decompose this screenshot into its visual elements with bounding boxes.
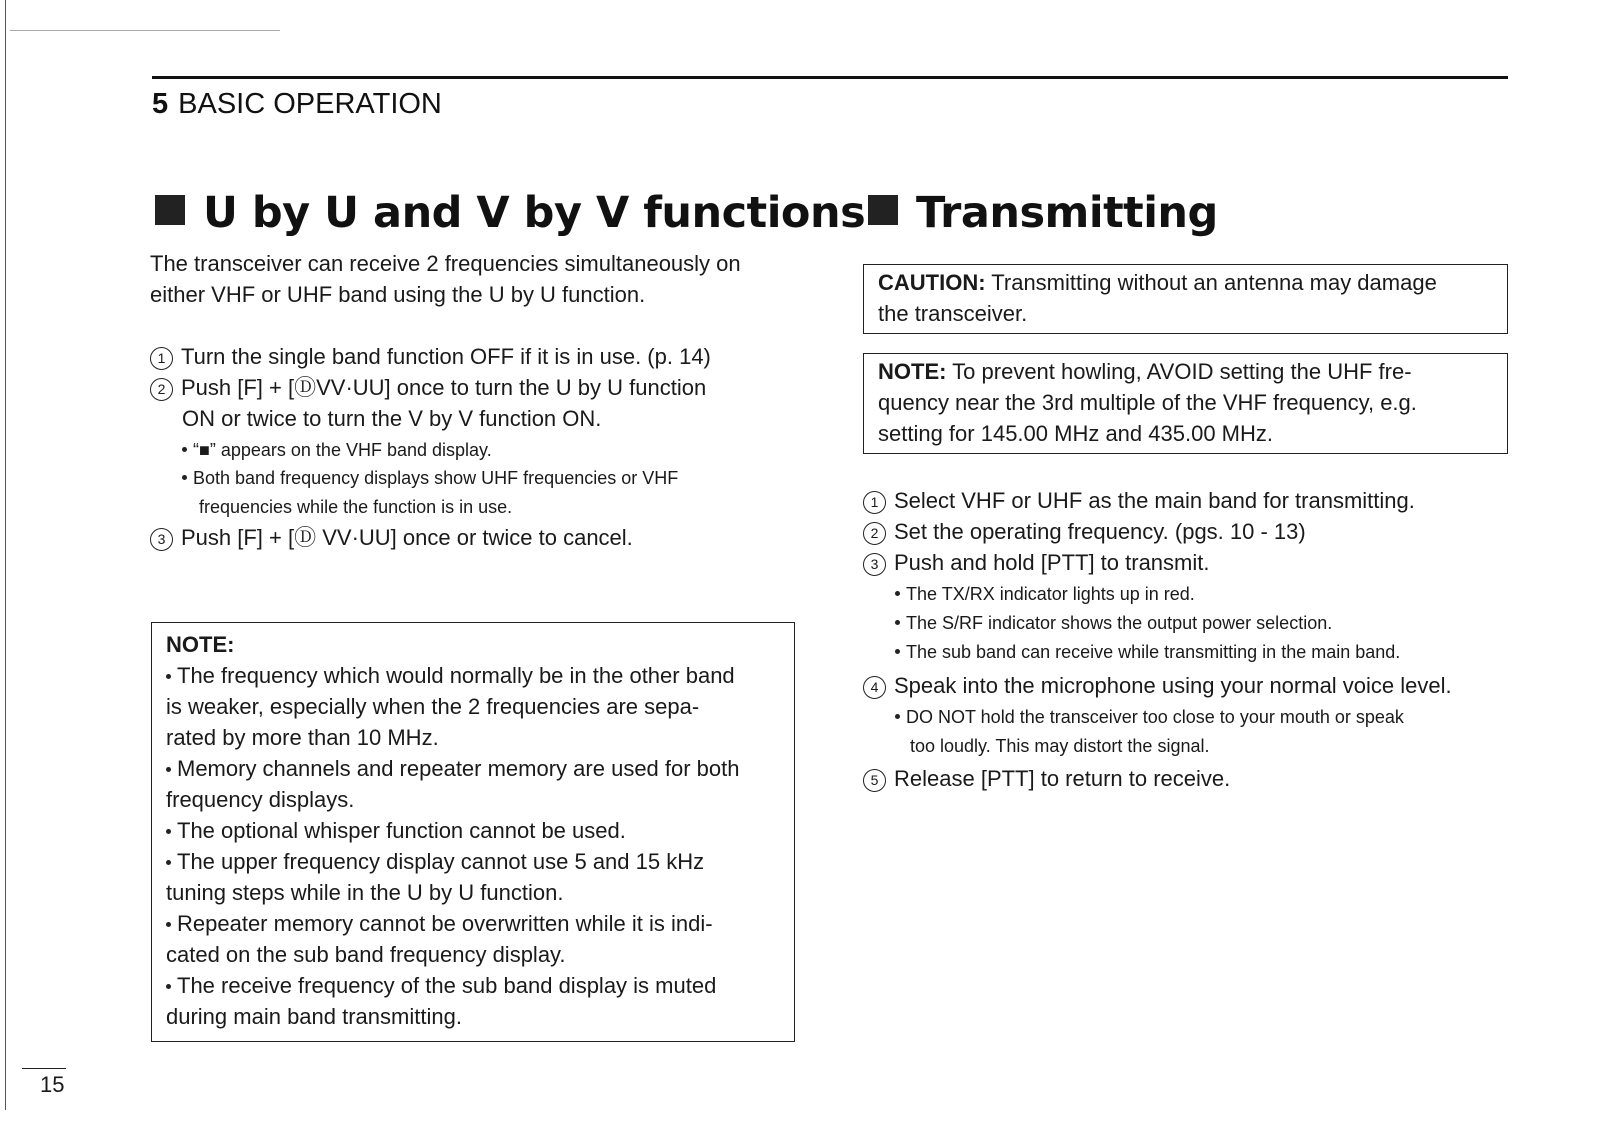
- caution-box: [863, 264, 1508, 334]
- step-number-icon: 2: [150, 378, 173, 401]
- note-item: [166, 908, 780, 939]
- right-step-2: [863, 516, 1306, 547]
- right-step-1: [863, 485, 1415, 516]
- bullet-text: The S/RF indicator shows the output power selection.: [906, 613, 1333, 633]
- scan-top-line: [10, 30, 280, 31]
- section-square-icon: [868, 195, 898, 225]
- step-text: Set the operating frequency. (pgs. 10 - 13): [894, 519, 1306, 544]
- caution-line: [878, 267, 1493, 298]
- note-text: Repeater memory cannot be overwritten while it is indi-: [177, 911, 713, 936]
- left-step-3: [150, 522, 633, 553]
- note-item: [166, 753, 780, 784]
- step-number-icon: 3: [150, 528, 173, 551]
- section-title-text: U by U and V by V functions: [203, 188, 866, 238]
- note-item: [166, 660, 780, 691]
- step-text: Push [F] + [Ⓓ VV·UU] once or twice to cancel.: [181, 525, 633, 550]
- note-text: tuning steps while in the U by U function.: [166, 880, 564, 905]
- bullet-icon: [166, 984, 171, 989]
- bullet-icon: [166, 829, 171, 834]
- note-text: frequency displays.: [166, 787, 355, 812]
- note-label: NOTE:: [878, 359, 947, 384]
- section-title-transmitting: [868, 188, 1218, 238]
- bullet-icon: [895, 649, 900, 654]
- caution-label: CAUTION:: [878, 270, 986, 295]
- step-number-icon: 5: [863, 769, 886, 792]
- note-text: setting for 145.00 MHz and 435.00 MHz.: [878, 421, 1273, 446]
- note-text: quency near the 3rd multiple of the VHF frequency, e.g.: [878, 390, 1417, 415]
- right-step3-bullet: [895, 609, 1332, 638]
- section-title-u-by-u: [155, 188, 865, 238]
- chapter-heading: [152, 88, 442, 121]
- step-number-icon: 4: [863, 676, 886, 699]
- note-item: [166, 970, 780, 1001]
- step-text: Select VHF or UHF as the main band for transmitting.: [894, 488, 1415, 513]
- step-text: Push [F] + [ⒹVV·UU] once to turn the U by U function: [181, 375, 707, 400]
- note-header: NOTE:: [166, 632, 235, 657]
- note-text: is weaker, especially when the 2 frequencies are sepa-: [166, 694, 700, 719]
- caution-text: Transmitting without an antenna may damage: [991, 270, 1437, 295]
- bullet-icon: [166, 767, 171, 772]
- bullet-text: The sub band can receive while transmitting in the main band.: [906, 642, 1401, 662]
- bullet-text: Both band frequency displays show UHF frequencies or VHF: [193, 468, 679, 488]
- bullet-icon: [182, 447, 187, 452]
- step-number-icon: 1: [150, 347, 173, 370]
- note-text: Memory channels and repeater memory are used for both: [177, 756, 740, 781]
- step-text: Push and hold [PTT] to transmit.: [894, 550, 1210, 575]
- step-number-icon: 3: [863, 553, 886, 576]
- note-text: during main band transmitting.: [166, 1004, 462, 1029]
- bullet-icon: [895, 714, 900, 719]
- note-text: cated on the sub band frequency display.: [166, 942, 566, 967]
- bullet-icon: [166, 922, 171, 927]
- right-step-4: [863, 670, 1452, 701]
- note-text: To prevent howling, AVOID setting the UHF fre-: [952, 359, 1412, 384]
- bullet-text: DO NOT hold the transceiver too close to your mouth or speak: [906, 707, 1404, 727]
- caution-text: the transceiver.: [878, 301, 1028, 326]
- bullet-icon: [166, 860, 171, 865]
- right-step-3: [863, 547, 1209, 578]
- right-step4-bullet: [895, 703, 1404, 732]
- bullet-text: “■” appears on the VHF band display.: [193, 440, 492, 460]
- step-number-icon: 2: [863, 522, 886, 545]
- left-step2-bullet: [182, 464, 678, 493]
- note-text: The upper frequency display cannot use 5 and 15 kHz: [177, 849, 705, 874]
- step-text-continued: ON or twice to turn the V by V function ON.: [182, 406, 602, 431]
- note-line: [878, 356, 1493, 387]
- page-number-rule: [22, 1068, 66, 1069]
- bullet-icon: [182, 475, 187, 480]
- left-step-2: [150, 372, 706, 434]
- right-note-box: [863, 353, 1508, 454]
- note-text: The frequency which would normally be in the other band: [177, 663, 735, 688]
- chapter-number: 5: [152, 88, 169, 120]
- chapter-title: BASIC OPERATION: [178, 88, 442, 120]
- section-square-icon: [155, 195, 185, 225]
- left-note-box: [151, 622, 795, 1042]
- note-text: The receive frequency of the sub band display is muted: [177, 973, 717, 998]
- section-title-text: Transmitting: [916, 188, 1218, 238]
- step-number-icon: 1: [863, 491, 886, 514]
- bullet-text: The TX/RX indicator lights up in red.: [906, 584, 1195, 604]
- note-item: [166, 815, 780, 846]
- right-step4-bullet-cont: too loudly. This may distort the signal.: [910, 736, 1210, 756]
- note-text: The optional whisper function cannot be used.: [177, 818, 626, 843]
- right-step-5: [863, 763, 1230, 794]
- left-step2-bullet-cont: frequencies while the function is in use.: [199, 497, 513, 517]
- right-step3-bullet: [895, 638, 1400, 667]
- bullet-icon: [895, 591, 900, 596]
- intro-paragraph: The transceiver can receive 2 frequencies simultaneously on either VHF or UHF band using the U by U function.: [150, 251, 741, 307]
- header-rule: [152, 76, 1508, 79]
- note-text: rated by more than 10 MHz.: [166, 725, 439, 750]
- right-step3-bullet: [895, 580, 1195, 609]
- left-step2-bullet: [182, 436, 492, 465]
- scan-margin-line: [5, 0, 6, 1110]
- left-step-1: [150, 341, 711, 372]
- step-text: Speak into the microphone using your normal voice level.: [894, 673, 1452, 698]
- step-text: Release [PTT] to return to receive.: [894, 766, 1231, 791]
- bullet-icon: [166, 674, 171, 679]
- note-item: [166, 846, 780, 877]
- bullet-icon: [895, 620, 900, 625]
- step-text: Turn the single band function OFF if it is in use. (p. 14): [181, 344, 711, 369]
- page-number: 15: [40, 1072, 65, 1097]
